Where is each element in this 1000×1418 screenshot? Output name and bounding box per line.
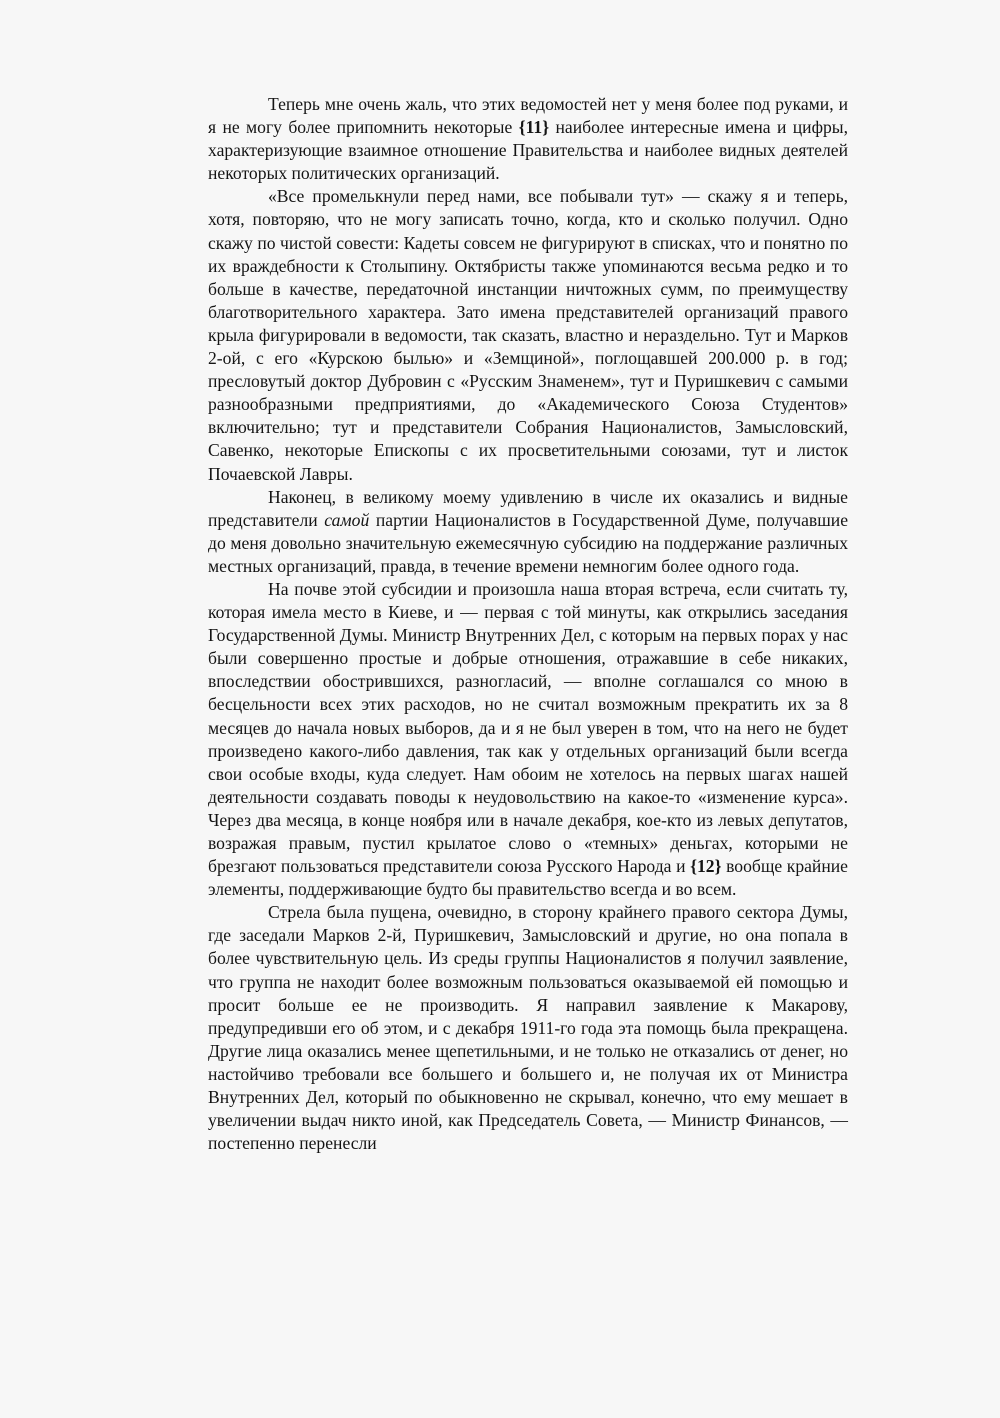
page-reference-12: {12}	[690, 856, 722, 877]
paragraph-3-text-cont: партии Националистов в Государственной Думе, получавшие до меня довольно значительную ежемесячную субсидию на поддержание различных местных организаций, правда, в течение времени немногим более одного года.	[208, 509, 848, 576]
paragraph-2-text: «Все промелькнули перед нами, все побывали тут» — скажу я и теперь, хотя, повторяю, что не могу записать точно, когда, кто и сколько получил. Одно скажу по чистой совести: Кадеты совсем не фигурируют в списках, что и понятно по их враждебности к Столыпину. Октябристы также упоминаются весьма редко и то больше в качестве, передаточной инстанции ничтожных сумм, по преимуществу благотворительного характера. Зато имена представителей организаций правого крыла фигурировали в ведомости, так сказать, властно и нераздельно. Тут и Марков 2-ой, с его «Курскою былью» и «Земщиной», поглощавшей 200.000 р. в год; пресловутый доктор Дубровин с «Русским Знаменем», тут и Пуришкевич с самыми разнообразными предприятиями, до «Академического Союза Студентов» включительно; тут и представители Собрания Националистов, Замысловский, Савенко, некоторые Епископы с их просветительными союзами, тут и листок Почаевской Лавры.	[208, 186, 848, 484]
paragraph-4-text: На почве этой субсидии и произошла наша вторая встреча, если считать ту, которая имела место в Киеве, и — первая с той минуты, как открылись заседания Государственной Думы. Министр Внутренних Дел, с которым на первых порах у нас были совершенно простые и добрые отношения, отражавшие в себе никаких, впоследствии обострившихся, разногласий, — вполне соглашался со мною в бесцельности всех этих расходов, но не считал возможным прекратить их за 8 месяцев до начала новых выборов, да и я не был уверен в том, что на него не будет произведено какого-либо давления, так как у отдельных организаций были всегда свои особые входы, куда следует. Нам обоим не хотелось на первых шагах нашей деятельности создавать поводы к неудовольствию на какое-то «изменение курса». Через два месяца, в конце ноября или в начале декабря, кое-кто из левых депутатов, возражая правым, пустил крылатое слово о «темных» деньгах, которыми не брезгают пользоваться представители союза Русского Народа и	[208, 578, 848, 877]
body-text	[208, 93, 848, 1155]
paragraph-2	[208, 185, 848, 485]
paragraph-5	[208, 901, 848, 1155]
paragraph-3	[208, 486, 848, 578]
paragraph-4	[208, 578, 848, 901]
paragraph-4-text-cont: вообще крайние элементы, поддерживающие будто бы правительство всегда и во всем.	[208, 856, 848, 900]
paragraph-3-text: Наконец, в великому моему удивлению в числе их оказались и видные представители	[208, 486, 848, 530]
paragraph-5-text: Стрела была пущена, очевидно, в сторону крайнего правого сектора Думы, где заседали Марков 2-й, Пуришкевич, Замысловский и другие, но она попала в более чувствительную цель. Из среды группы Националистов я получил заявление, что группа не находит более возможным пользоваться оказываемой ей помощью и просит больше ее не производить. Я направил заявление к Макарову, предупредивши его об этом, и с декабря 1911-го года эта помощь была прекращена. Другие лица оказались менее щепетильными, и не только не отказались от денег, но настойчиво требовали все большего и большего и, не получая их от Министра Внутренних Дел, который по обыкновенно не скрывал, конечно, что ему мешает в увеличении выдач никто иной, как Председатель Совета, — Министр Финансов, — постепенно перенесли	[208, 902, 848, 1154]
paragraph-1	[208, 93, 848, 185]
paragraph-1-text-cont: наиболее интересные имена и цифры, характеризующие взаимное отношение Правительства и наиболее видных деятелей некоторых политических организаций.	[208, 117, 848, 184]
paragraph-1-text: Теперь мне очень жаль, что этих ведомостей нет у меня более под руками, и я не могу более припомнить некоторые	[208, 94, 848, 138]
page-reference-11: {11}	[518, 117, 550, 138]
italic-emphasis: самой	[324, 509, 370, 530]
